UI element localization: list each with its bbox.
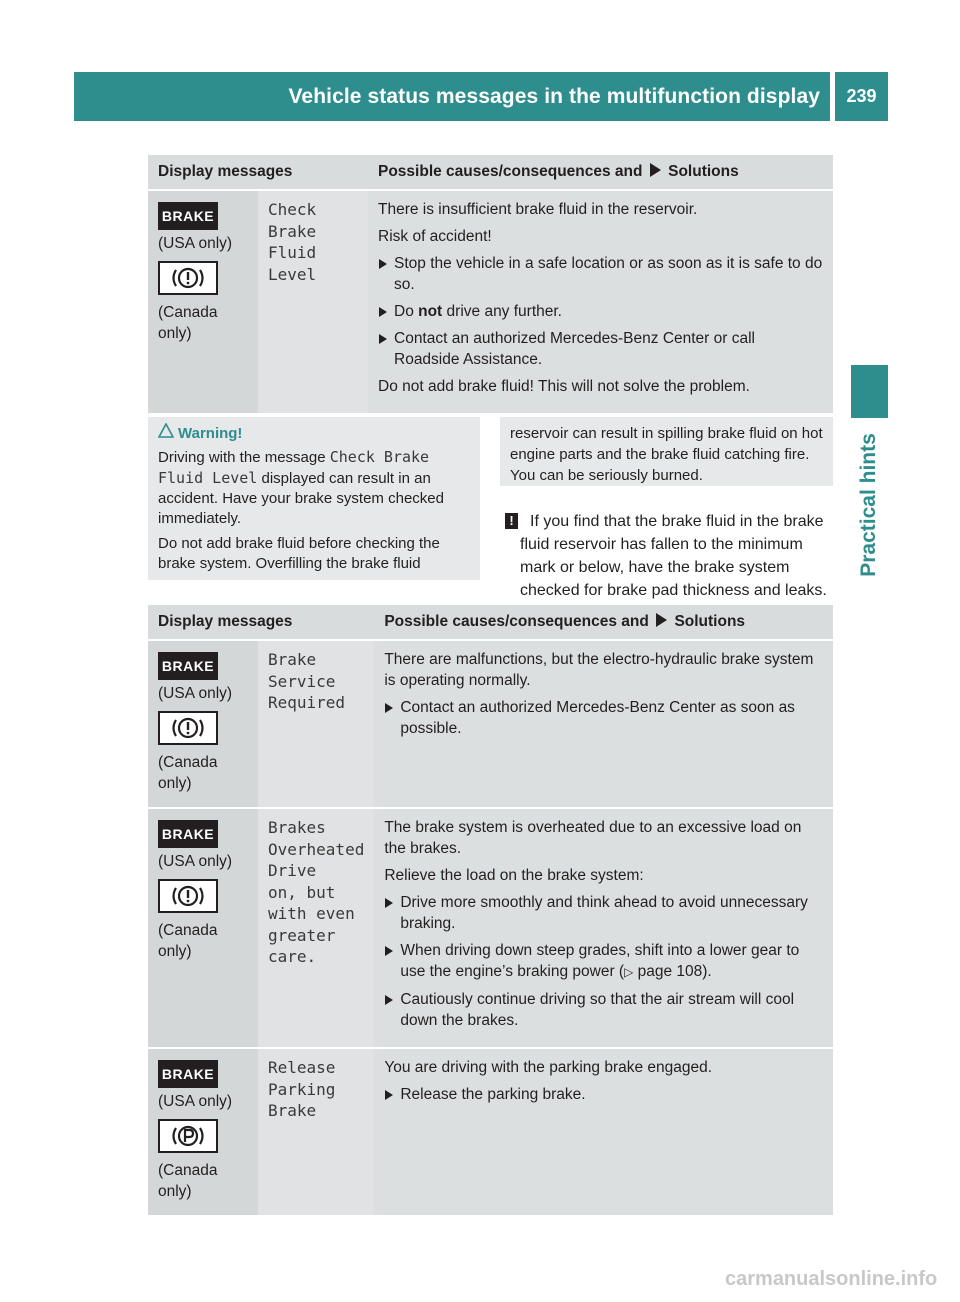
region-label-canada: (Canada only)	[158, 922, 218, 960]
brake-warning-icon: BRAKE	[158, 1060, 218, 1088]
action-step: Contact an authorized Mercedes-Benz Center as soon as possible.	[384, 697, 823, 739]
table-row	[148, 190, 833, 414]
action-step: Drive more smoothly and think ahead to avoid unnecessary braking.	[384, 892, 823, 934]
icon-cell	[148, 808, 258, 1048]
solution-cell: There are malfunctions, but the electro-hydraulic brake system is operating normally. Contact an authorized Mercedes-Benz Center as soon as possible.	[374, 640, 833, 808]
col-display-messages: Display messages	[148, 605, 374, 640]
header-bar	[74, 72, 830, 121]
exclamation-icon: !	[505, 513, 518, 529]
parking-brake-icon	[158, 1119, 218, 1153]
table-row	[148, 640, 833, 808]
message-cell	[258, 808, 374, 1048]
warning-text: Driving with the message Check Brake Fluid Level displayed can result in an accident. Have your brake system checked immediately. Do not add brake fluid before checking the brake system. Overfilling the brake fluid	[158, 448, 444, 572]
col-display-messages: Display messages	[148, 155, 368, 190]
action-step: Do not drive any further.	[378, 301, 823, 322]
solution-cell: The brake system is overheated due to an excessive load on the brakes. Relieve the load on the brake system: Drive more smoothly and think ahead to avoid unnecessary braking. When driving down steep grades, shift into a lower gear to use the engine’s braking power (▷ page 108). Cautiously continue driving so that the air stream will cool down the brakes.	[374, 808, 833, 1048]
solution-cell: There is insufficient brake fluid in the reservoir. Risk of accident! Stop the vehicle in a safe location or as soon as it is safe to do so. Do not drive any further. Contact an authorized Mercedes-Benz Center or call Roadside Assistance. Do not add brake fluid! This will not solve the problem.	[368, 190, 833, 414]
region-label-usa: (USA only)	[158, 685, 233, 702]
region-label-usa: (USA only)	[158, 1093, 233, 1110]
brake-circle-warning-icon	[158, 879, 218, 913]
action-step: When driving down steep grades, shift into a lower gear to use the engine’s braking power (▷ page 108).	[384, 940, 823, 983]
warning-triangle-icon	[158, 423, 178, 442]
side-tab-marker	[851, 365, 888, 418]
col-causes-solutions: Possible causes/consequences and Solutions	[374, 605, 833, 640]
table-header-row	[148, 155, 833, 190]
table-header-row	[148, 605, 833, 640]
display-message-text: Release Parking Brake	[268, 1058, 336, 1120]
play-arrow-icon	[650, 163, 661, 177]
action-step: Stop the vehicle in a safe location or as soon as it is safe to do so.	[378, 253, 823, 295]
table-row	[148, 1048, 833, 1216]
region-label-canada: (Canada only)	[158, 304, 218, 342]
icon-cell	[148, 190, 258, 414]
display-message-text: Check Brake Fluid Level	[268, 200, 317, 284]
region-label-canada: (Canada only)	[158, 1162, 218, 1200]
warning-continuation: reservoir can result in spilling brake fluid on hot engine parts and the brake fluid catching fire. You can be seriously burned.	[500, 417, 833, 486]
brake-warning-icon: BRAKE	[158, 202, 218, 230]
page-number: 239	[835, 72, 888, 121]
message-table-1	[148, 155, 833, 415]
action-step: Cautiously continue driving so that the air stream will cool down the brakes.	[384, 989, 823, 1031]
brake-warning-icon: BRAKE	[158, 820, 218, 848]
watermark: carmanualsonline.info	[725, 1268, 938, 1290]
display-message-text: Brake Service Required	[268, 650, 346, 712]
region-label-usa: (USA only)	[158, 853, 233, 870]
col-causes-solutions: Possible causes/consequences and Solutions	[368, 155, 833, 190]
display-message-text: Brakes Overheated Drive on, but with even greater care.	[268, 818, 365, 966]
play-arrow-icon	[656, 613, 667, 627]
region-label-canada: (Canada only)	[158, 754, 218, 792]
page-title: Vehicle status messages in the multifunction display	[288, 85, 820, 108]
region-label-usa: (USA only)	[158, 235, 233, 252]
important-note: ! If you find that the brake fluid in the brake fluid reservoir has fallen to the minimum mark or below, have the brake system checked for brake pad thickness and leaks.	[505, 510, 835, 602]
warning-box	[148, 417, 480, 580]
message-table-2	[148, 605, 833, 1217]
message-cell	[258, 190, 368, 414]
page-reference-icon: ▷	[624, 965, 634, 979]
brake-circle-warning-icon	[158, 711, 218, 745]
solution-cell: You are driving with the parking brake engaged. Release the parking brake.	[374, 1048, 833, 1216]
action-step: Contact an authorized Mercedes-Benz Center or call Roadside Assistance.	[378, 328, 823, 370]
action-step: Release the parking brake.	[384, 1084, 823, 1105]
message-cell	[258, 640, 374, 808]
table-row	[148, 808, 833, 1048]
brake-circle-warning-icon	[158, 261, 218, 295]
message-cell	[258, 1048, 374, 1216]
warning-heading: Warning!	[158, 423, 242, 442]
icon-cell	[148, 640, 258, 808]
icon-cell	[148, 1048, 258, 1216]
brake-warning-icon: BRAKE	[158, 652, 218, 680]
